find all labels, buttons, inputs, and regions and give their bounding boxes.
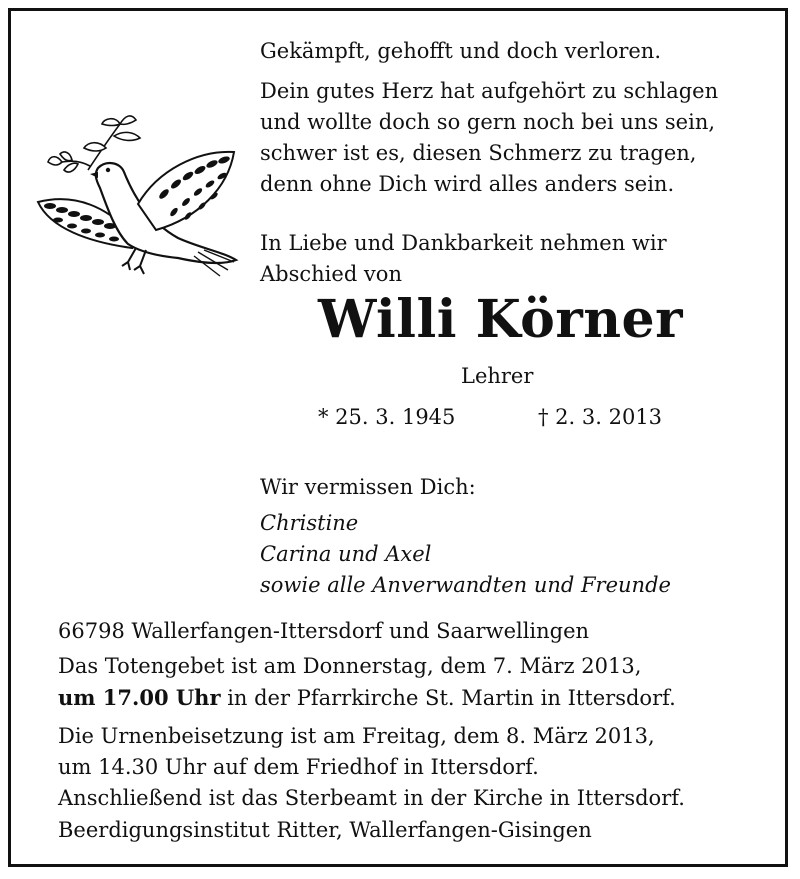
service-details — [58, 651, 685, 821]
prayer-place: in der Pfarrkirche St. Martin in Ittersdorf. — [220, 686, 676, 710]
prayer-service — [58, 651, 685, 714]
poem-line: und wollte doch so gern noch bei uns sein, — [260, 110, 716, 134]
prayer-time: um 17.00 Uhr — [58, 685, 221, 710]
urn-line: um 14.30 Uhr auf dem Friedhof in Ittersdorf. — [58, 755, 539, 779]
poem — [260, 36, 718, 200]
mourners-list — [260, 508, 671, 601]
family-location: 66798 Wallerfangen-Ittersdorf und Saarwellingen — [58, 619, 590, 643]
urn-burial — [58, 721, 685, 814]
mourner-name: Carina und Axel — [260, 542, 432, 566]
poem-line-1: Gekämpft, gehofft und doch verloren. — [260, 39, 662, 63]
poem-line: Dein gutes Herz hat aufgehört zu schlagen — [260, 79, 719, 103]
mourner-name: sowie alle Anverwandten und Freunde — [260, 573, 671, 597]
birth-date: * 25. 3. 1945 — [318, 405, 456, 429]
poem-stanza — [260, 76, 718, 200]
deceased-profession: Lehrer — [461, 364, 534, 388]
deceased-name: Willi Körner — [318, 289, 684, 350]
death-date: † 2. 3. 2013 — [538, 405, 663, 429]
dove-with-olive-branch-icon — [28, 110, 243, 280]
poem-line: denn ohne Dich wird alles anders sein. — [260, 172, 675, 196]
intro-line: Abschied von — [260, 262, 402, 286]
mourners-heading: Wir vermissen Dich: — [260, 475, 476, 499]
intro-line: In Liebe und Dankbarkeit nehmen wir — [260, 231, 667, 255]
mourner-name: Christine — [260, 511, 359, 535]
urn-line: Anschließend ist das Sterbeamt in der Kirche in Ittersdorf. — [58, 786, 685, 810]
poem-line: schwer ist es, diesen Schmerz zu tragen, — [260, 141, 697, 165]
funeral-home: Beerdigungsinstitut Ritter, Wallerfangen-Gisingen — [58, 818, 592, 842]
urn-line: Die Urnenbeisetzung ist am Freitag, dem 8. März 2013, — [58, 724, 655, 748]
farewell-intro — [260, 228, 667, 290]
prayer-date: Das Totengebet ist am Donnerstag, dem 7. März 2013, — [58, 654, 642, 678]
